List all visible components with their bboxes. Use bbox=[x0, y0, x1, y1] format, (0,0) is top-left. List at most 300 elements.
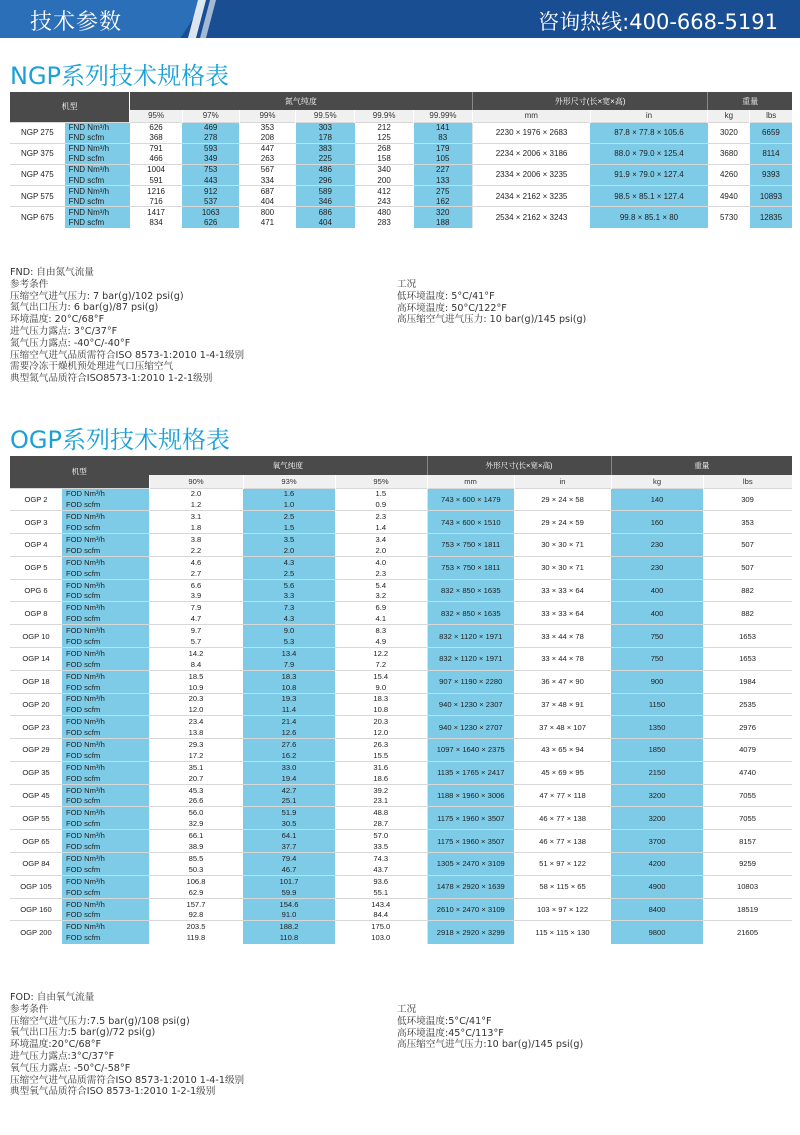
flow-unit-label: FOD Nm³/h bbox=[62, 921, 149, 932]
flow-value: 404 bbox=[239, 196, 296, 207]
flow-unit-label: FOD scfm bbox=[62, 704, 149, 715]
dimension-mm: 1135 × 1765 × 2417 bbox=[427, 761, 514, 784]
weight-lbs: 309 bbox=[703, 488, 792, 511]
flow-value: 3.1 bbox=[149, 511, 243, 522]
flow-value: 110.8 bbox=[243, 932, 335, 943]
flow-value: 16.2 bbox=[243, 750, 335, 761]
weight-kg: 4200 bbox=[611, 853, 703, 876]
flow-unit-label: FOD scfm bbox=[62, 773, 149, 784]
weight-lbs: 7055 bbox=[703, 807, 792, 830]
dimension-mm: 2434 × 2162 × 3235 bbox=[472, 186, 590, 207]
model-name: OGP 4 bbox=[10, 534, 62, 557]
weight-kg: 160 bbox=[611, 511, 703, 534]
flow-value: 106.8 bbox=[149, 875, 243, 886]
dimension-in: 33 × 33 × 64 bbox=[514, 602, 611, 625]
weight-kg: 400 bbox=[611, 579, 703, 602]
flow-value: 203.5 bbox=[149, 921, 243, 932]
ogp-header-dimensions: 外形尺寸(长×宽×高) bbox=[427, 456, 611, 475]
flow-value: 4.0 bbox=[335, 556, 427, 567]
weight-lbs: 18519 bbox=[703, 898, 792, 921]
ngp-weight-unit-header: kg bbox=[708, 110, 750, 122]
flow-unit-label: FOD Nm³/h bbox=[62, 784, 149, 795]
flow-value: 26.3 bbox=[335, 739, 427, 750]
weight-kg: 750 bbox=[611, 647, 703, 670]
weight-lbs: 882 bbox=[703, 579, 792, 602]
table-row bbox=[10, 579, 792, 590]
ogp-weight-unit-header: kg bbox=[611, 475, 703, 488]
weight-lbs: 4079 bbox=[703, 739, 792, 762]
flow-value: 66.1 bbox=[149, 830, 243, 841]
flow-unit-label: FOD Nm³/h bbox=[62, 716, 149, 727]
ogp-weight-unit-header: lbs bbox=[703, 475, 792, 488]
flow-value: 42.7 bbox=[243, 784, 335, 795]
weight-kg: 5730 bbox=[708, 207, 750, 228]
dimension-in: 29 × 24 × 59 bbox=[514, 511, 611, 534]
weight-kg: 8400 bbox=[611, 898, 703, 921]
dimension-in: 30 × 30 × 71 bbox=[514, 534, 611, 557]
flow-value: 15.4 bbox=[335, 670, 427, 681]
weight-kg: 3700 bbox=[611, 830, 703, 853]
flow-value: 591 bbox=[130, 175, 183, 186]
flow-value: 243 bbox=[355, 196, 414, 207]
flow-unit-label: FOD scfm bbox=[62, 659, 149, 670]
ogp-purity-header: 95% bbox=[335, 475, 427, 488]
flow-value: 38.9 bbox=[149, 841, 243, 852]
table-row bbox=[10, 830, 792, 841]
flow-value: 158 bbox=[355, 154, 414, 165]
dimension-mm: 743 × 600 × 1479 bbox=[427, 488, 514, 511]
flow-value: 28.7 bbox=[335, 818, 427, 829]
weight-lbs: 10893 bbox=[750, 186, 792, 207]
flow-value: 13.4 bbox=[243, 647, 335, 658]
model-name: OGP 200 bbox=[10, 921, 62, 944]
flow-unit-label: FOD scfm bbox=[62, 682, 149, 693]
flow-unit-label: FOD Nm³/h bbox=[62, 579, 149, 590]
flow-value: 1.6 bbox=[243, 488, 335, 499]
flow-value: 346 bbox=[296, 196, 355, 207]
table-row bbox=[10, 143, 792, 154]
weight-lbs: 507 bbox=[703, 556, 792, 579]
ogp-notes-conditions bbox=[397, 1004, 583, 1051]
flow-value: 141 bbox=[414, 122, 473, 133]
flow-value: 15.5 bbox=[335, 750, 427, 761]
flow-value: 55.1 bbox=[335, 887, 427, 898]
weight-lbs: 9393 bbox=[750, 164, 792, 185]
note-line: 低环境温度: 5°C/41°F bbox=[397, 290, 495, 302]
flow-value: 334 bbox=[239, 175, 296, 186]
flow-value: 83 bbox=[414, 133, 473, 144]
flow-unit-label: FOD Nm³/h bbox=[62, 875, 149, 886]
dimension-in: 33 × 44 × 78 bbox=[514, 647, 611, 670]
flow-value: 33.5 bbox=[335, 841, 427, 852]
flow-value: 320 bbox=[414, 207, 473, 218]
flow-value: 9.7 bbox=[149, 625, 243, 636]
dimension-in: 45 × 69 × 95 bbox=[514, 761, 611, 784]
flow-value: 6.9 bbox=[335, 602, 427, 613]
note-line: 高压缩空气进气压力:10 bar(g)/145 psi(g) bbox=[397, 1039, 584, 1051]
ogp-header-purity: 氧气纯度 bbox=[149, 456, 427, 475]
flow-value: 1.4 bbox=[335, 522, 427, 533]
note-line: 参考条件 bbox=[10, 278, 49, 290]
flow-value: 791 bbox=[130, 143, 183, 154]
ogp-dim-unit-header: in bbox=[514, 475, 611, 488]
ogp-header-weight: 重量 bbox=[611, 456, 792, 475]
flow-value: 227 bbox=[414, 164, 473, 175]
flow-unit-label: FOD scfm bbox=[62, 932, 149, 943]
ngp-weight-unit-header: lbs bbox=[750, 110, 792, 122]
flow-value: 18.3 bbox=[243, 670, 335, 681]
weight-lbs: 882 bbox=[703, 602, 792, 625]
weight-kg: 4940 bbox=[708, 186, 750, 207]
note-line: 进气压力露点: 3°C/37°F bbox=[10, 325, 118, 337]
ogp-dim-unit-header: mm bbox=[427, 475, 514, 488]
flow-value: 20.3 bbox=[335, 716, 427, 727]
dimension-mm: 2230 × 1976 × 2683 bbox=[472, 122, 590, 143]
flow-value: 283 bbox=[355, 217, 414, 228]
dimension-in: 46 × 77 × 138 bbox=[514, 830, 611, 853]
ngp-purity-header: 99.99% bbox=[414, 110, 473, 122]
weight-lbs: 1653 bbox=[703, 647, 792, 670]
flow-value: 447 bbox=[239, 143, 296, 154]
flow-value: 105 bbox=[414, 154, 473, 165]
dimension-in: 36 × 47 × 90 bbox=[514, 670, 611, 693]
flow-unit-label: FND Nm³/h bbox=[65, 143, 130, 154]
flow-value: 50.3 bbox=[149, 864, 243, 875]
model-name: OGP 3 bbox=[10, 511, 62, 534]
flow-unit-label: FOD Nm³/h bbox=[62, 830, 149, 841]
dimension-in: 37 × 48 × 107 bbox=[514, 716, 611, 739]
flow-value: 62.9 bbox=[149, 887, 243, 898]
weight-lbs: 4740 bbox=[703, 761, 792, 784]
flow-value: 296 bbox=[296, 175, 355, 186]
flow-value: 59.9 bbox=[243, 887, 335, 898]
flow-value: 1.5 bbox=[335, 488, 427, 499]
flow-value: 93.6 bbox=[335, 875, 427, 886]
flow-value: 800 bbox=[239, 207, 296, 218]
ngp-header-purity: 氮气纯度 bbox=[130, 92, 473, 110]
weight-kg: 1150 bbox=[611, 693, 703, 716]
weight-kg: 9800 bbox=[611, 921, 703, 944]
flow-value: 303 bbox=[296, 122, 355, 133]
flow-value: 5.4 bbox=[335, 579, 427, 590]
flow-value: 353 bbox=[239, 122, 296, 133]
model-name: OGP 20 bbox=[10, 693, 62, 716]
flow-unit-label: FND scfm bbox=[65, 196, 130, 207]
flow-value: 2.5 bbox=[243, 511, 335, 522]
flow-unit-label: FOD scfm bbox=[62, 796, 149, 807]
flow-value: 12.0 bbox=[335, 727, 427, 738]
flow-value: 43.7 bbox=[335, 864, 427, 875]
flow-value: 37.7 bbox=[243, 841, 335, 852]
dimension-in: 87.8 × 77.8 × 105.6 bbox=[590, 122, 708, 143]
weight-kg: 750 bbox=[611, 625, 703, 648]
flow-unit-label: FND Nm³/h bbox=[65, 122, 130, 133]
ngp-spec-table bbox=[10, 92, 792, 228]
flow-value: 19.3 bbox=[243, 693, 335, 704]
flow-value: 1.2 bbox=[149, 499, 243, 510]
flow-value: 567 bbox=[239, 164, 296, 175]
flow-value: 2.5 bbox=[243, 568, 335, 579]
model-name: OGP 10 bbox=[10, 625, 62, 648]
flow-unit-label: FOD Nm³/h bbox=[62, 670, 149, 681]
hotline-text: 咨询热线:400-668-5191 bbox=[538, 10, 778, 34]
note-line: 氧气压力露点: -50°C/-58°F bbox=[10, 1062, 131, 1074]
flow-value: 45.3 bbox=[149, 784, 243, 795]
flow-value: 26.6 bbox=[149, 796, 243, 807]
flow-value: 2.2 bbox=[149, 545, 243, 556]
flow-unit-label: FND scfm bbox=[65, 133, 130, 144]
flow-value: 103.0 bbox=[335, 932, 427, 943]
flow-unit-label: FOD scfm bbox=[62, 864, 149, 875]
flow-value: 340 bbox=[355, 164, 414, 175]
model-name: NGP 575 bbox=[10, 186, 65, 207]
weight-lbs: 8114 bbox=[750, 143, 792, 164]
note-line: 高环境温度: 50°C/122°F bbox=[397, 302, 507, 314]
note-line: 参考条件 bbox=[10, 1003, 49, 1015]
ngp-header-weight: 重量 bbox=[708, 92, 792, 110]
banner-stripes-decoration bbox=[160, 0, 220, 38]
note-line: 氮气压力露点: -40°C/-40°F bbox=[10, 337, 131, 349]
flow-unit-label: FOD Nm³/h bbox=[62, 739, 149, 750]
note-line: 高压缩空气进气压力: 10 bar(g)/145 psi(g) bbox=[397, 314, 587, 326]
flow-value: 349 bbox=[182, 154, 239, 165]
flow-value: 3.2 bbox=[335, 591, 427, 602]
model-name: OGP 8 bbox=[10, 602, 62, 625]
ngp-section-title: NGP系列技术规格表 bbox=[10, 62, 230, 90]
flow-unit-label: FOD Nm³/h bbox=[62, 898, 149, 909]
flow-value: 125 bbox=[355, 133, 414, 144]
flow-value: 51.9 bbox=[243, 807, 335, 818]
flow-value: 1.8 bbox=[149, 522, 243, 533]
flow-value: 10.8 bbox=[243, 682, 335, 693]
flow-value: 3.4 bbox=[335, 534, 427, 545]
dimension-mm: 2234 × 2006 × 3186 bbox=[472, 143, 590, 164]
note-line: 高环境温度:45°C/113°F bbox=[397, 1027, 504, 1039]
weight-kg: 900 bbox=[611, 670, 703, 693]
flow-value: 12.6 bbox=[243, 727, 335, 738]
header-banner bbox=[0, 0, 800, 38]
flow-value: 2.3 bbox=[335, 568, 427, 579]
model-name: NGP 475 bbox=[10, 164, 65, 185]
flow-value: 101.7 bbox=[243, 875, 335, 886]
dimension-in: 58 × 115 × 65 bbox=[514, 875, 611, 898]
flow-value: 443 bbox=[182, 175, 239, 186]
dimension-mm: 1305 × 2470 × 3109 bbox=[427, 853, 514, 876]
flow-value: 188 bbox=[414, 217, 473, 228]
weight-kg: 2150 bbox=[611, 761, 703, 784]
flow-value: 7.3 bbox=[243, 602, 335, 613]
dimension-mm: 832 × 850 × 1635 bbox=[427, 579, 514, 602]
dimension-in: 98.5 × 85.1 × 127.4 bbox=[590, 186, 708, 207]
table-row bbox=[10, 186, 792, 197]
ngp-purity-header: 99.9% bbox=[355, 110, 414, 122]
note-line: 需要冷冻干燥机预处理进气口压缩空气 bbox=[10, 361, 174, 373]
table-row bbox=[10, 122, 792, 133]
model-name: OGP 45 bbox=[10, 784, 62, 807]
flow-unit-label: FND scfm bbox=[65, 175, 130, 186]
model-name: OGP 55 bbox=[10, 807, 62, 830]
flow-value: 686 bbox=[296, 207, 355, 218]
flow-value: 1.5 bbox=[243, 522, 335, 533]
ngp-notes-conditions bbox=[397, 279, 586, 326]
dimension-mm: 753 × 750 × 1811 bbox=[427, 556, 514, 579]
ngp-dim-unit-header: mm bbox=[472, 110, 590, 122]
flow-value: 29.3 bbox=[149, 739, 243, 750]
dimension-mm: 832 × 1120 × 1971 bbox=[427, 647, 514, 670]
flow-value: 12.0 bbox=[149, 704, 243, 715]
flow-value: 589 bbox=[296, 186, 355, 197]
ngp-dim-unit-header: in bbox=[590, 110, 708, 122]
weight-lbs: 12835 bbox=[750, 207, 792, 228]
weight-kg: 3020 bbox=[708, 122, 750, 143]
flow-unit-label: FOD scfm bbox=[62, 818, 149, 829]
flow-value: 20.3 bbox=[149, 693, 243, 704]
flow-value: 20.7 bbox=[149, 773, 243, 784]
table-row bbox=[10, 898, 792, 909]
weight-kg: 4900 bbox=[611, 875, 703, 898]
model-name: OPG 6 bbox=[10, 579, 62, 602]
flow-value: 4.9 bbox=[335, 636, 427, 647]
flow-value: 56.0 bbox=[149, 807, 243, 818]
flow-unit-label: FOD Nm³/h bbox=[62, 534, 149, 545]
weight-kg: 1350 bbox=[611, 716, 703, 739]
flow-value: 9.0 bbox=[335, 682, 427, 693]
note-line: 氧气出口压力:5 bar(g)/72 psi(g) bbox=[10, 1027, 156, 1039]
flow-value: 23.4 bbox=[149, 716, 243, 727]
ogp-section-title: OGP系列技术规格表 bbox=[10, 426, 230, 454]
flow-unit-label: FOD scfm bbox=[62, 636, 149, 647]
dimension-in: 33 × 44 × 78 bbox=[514, 625, 611, 648]
flow-value: 162 bbox=[414, 196, 473, 207]
dimension-mm: 753 × 750 × 1811 bbox=[427, 534, 514, 557]
table-row bbox=[10, 625, 792, 636]
flow-value: 84.4 bbox=[335, 909, 427, 920]
dimension-in: 103 × 97 × 122 bbox=[514, 898, 611, 921]
flow-value: 11.4 bbox=[243, 704, 335, 715]
note-line: 压缩空气进气压力:7.5 bar(g)/108 psi(g) bbox=[10, 1015, 190, 1027]
model-name: NGP 275 bbox=[10, 122, 65, 143]
note-line: 进气压力露点:3°C/37°F bbox=[10, 1050, 115, 1062]
flow-value: 175.0 bbox=[335, 921, 427, 932]
model-name: OGP 5 bbox=[10, 556, 62, 579]
flow-value: 1.0 bbox=[243, 499, 335, 510]
model-name: OGP 18 bbox=[10, 670, 62, 693]
weight-lbs: 8157 bbox=[703, 830, 792, 853]
flow-unit-label: FOD Nm³/h bbox=[62, 556, 149, 567]
note-line: FND: 自由氮气流量 bbox=[10, 267, 94, 278]
ngp-notes-reference bbox=[10, 267, 244, 385]
dimension-mm: 1175 × 1960 × 3507 bbox=[427, 830, 514, 853]
weight-kg: 400 bbox=[611, 602, 703, 625]
table-row bbox=[10, 534, 792, 545]
model-name: OGP 14 bbox=[10, 647, 62, 670]
flow-value: 12.2 bbox=[335, 647, 427, 658]
flow-value: 4.3 bbox=[243, 556, 335, 567]
dimension-mm: 2610 × 2470 × 3109 bbox=[427, 898, 514, 921]
dimension-in: 99.8 × 85.1 × 80 bbox=[590, 207, 708, 228]
flow-value: 23.1 bbox=[335, 796, 427, 807]
flow-value: 687 bbox=[239, 186, 296, 197]
flow-value: 18.3 bbox=[335, 693, 427, 704]
flow-value: 39.2 bbox=[335, 784, 427, 795]
flow-value: 626 bbox=[182, 217, 239, 228]
flow-value: 31.6 bbox=[335, 761, 427, 772]
weight-lbs: 21605 bbox=[703, 921, 792, 944]
model-name: OGP 84 bbox=[10, 853, 62, 876]
flow-value: 834 bbox=[130, 217, 183, 228]
ngp-purity-header: 99.5% bbox=[296, 110, 355, 122]
note-line: 典型氮气品质符合ISO8573-1:2010 1-2-1级别 bbox=[10, 373, 213, 385]
flow-unit-label: FOD Nm³/h bbox=[62, 853, 149, 864]
table-row bbox=[10, 670, 792, 681]
flow-unit-label: FOD scfm bbox=[62, 545, 149, 556]
flow-value: 79.4 bbox=[243, 853, 335, 864]
note-line: 压缩空气进气压力: 7 bar(g)/102 psi(g) bbox=[10, 290, 184, 302]
flow-value: 178 bbox=[296, 133, 355, 144]
flow-value: 133 bbox=[414, 175, 473, 186]
flow-unit-label: FOD scfm bbox=[62, 909, 149, 920]
flow-value: 1417 bbox=[130, 207, 183, 218]
flow-unit-label: FOD Nm³/h bbox=[62, 602, 149, 613]
weight-kg: 1850 bbox=[611, 739, 703, 762]
flow-value: 469 bbox=[182, 122, 239, 133]
dimension-in: 29 × 24 × 58 bbox=[514, 488, 611, 511]
flow-value: 4.3 bbox=[243, 613, 335, 624]
flow-unit-label: FOD scfm bbox=[62, 568, 149, 579]
flow-value: 4.1 bbox=[335, 613, 427, 624]
flow-value: 57.0 bbox=[335, 830, 427, 841]
dimension-in: 37 × 48 × 91 bbox=[514, 693, 611, 716]
flow-unit-label: FOD Nm³/h bbox=[62, 807, 149, 818]
flow-value: 225 bbox=[296, 154, 355, 165]
weight-lbs: 2535 bbox=[703, 693, 792, 716]
flow-value: 3.8 bbox=[149, 534, 243, 545]
flow-value: 626 bbox=[130, 122, 183, 133]
ogp-header-model: 机型 bbox=[10, 456, 149, 488]
flow-value: 912 bbox=[182, 186, 239, 197]
table-row bbox=[10, 739, 792, 750]
flow-value: 5.7 bbox=[149, 636, 243, 647]
model-name: NGP 375 bbox=[10, 143, 65, 164]
model-name: OGP 65 bbox=[10, 830, 62, 853]
dimension-in: 47 × 77 × 118 bbox=[514, 784, 611, 807]
flow-value: 7.2 bbox=[335, 659, 427, 670]
flow-unit-label: FOD scfm bbox=[62, 887, 149, 898]
flow-unit-label: FOD Nm³/h bbox=[62, 647, 149, 658]
dimension-in: 46 × 77 × 138 bbox=[514, 807, 611, 830]
flow-unit-label: FOD Nm³/h bbox=[62, 488, 149, 499]
dimension-mm: 940 × 1230 × 2707 bbox=[427, 716, 514, 739]
ogp-purity-header: 90% bbox=[149, 475, 243, 488]
flow-value: 471 bbox=[239, 217, 296, 228]
flow-value: 593 bbox=[182, 143, 239, 154]
flow-value: 383 bbox=[296, 143, 355, 154]
dimension-mm: 2918 × 2920 × 3299 bbox=[427, 921, 514, 944]
ogp-purity-header: 93% bbox=[243, 475, 335, 488]
flow-value: 91.0 bbox=[243, 909, 335, 920]
table-row bbox=[10, 761, 792, 772]
note-line: 压缩空气进气品质需符合ISO 8573-1:2010 1-4-1级别 bbox=[10, 349, 245, 361]
dimension-mm: 1478 × 2920 × 1639 bbox=[427, 875, 514, 898]
note-line: 低环境温度:5°C/41°F bbox=[397, 1015, 492, 1027]
table-row bbox=[10, 647, 792, 658]
weight-lbs: 10803 bbox=[703, 875, 792, 898]
model-name: OGP 35 bbox=[10, 761, 62, 784]
flow-value: 32.9 bbox=[149, 818, 243, 829]
dimension-in: 43 × 65 × 94 bbox=[514, 739, 611, 762]
flow-value: 18.5 bbox=[149, 670, 243, 681]
dimension-mm: 832 × 850 × 1635 bbox=[427, 602, 514, 625]
